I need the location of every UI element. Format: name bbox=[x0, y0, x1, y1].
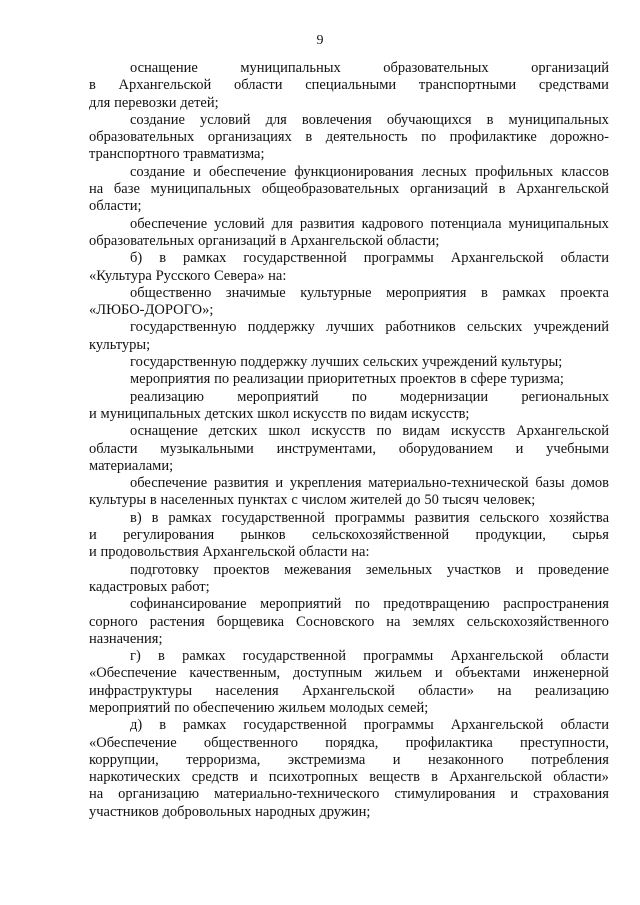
word: сорного bbox=[89, 613, 138, 630]
word: базе bbox=[113, 181, 140, 198]
text-line bbox=[89, 458, 609, 475]
text-line bbox=[89, 683, 609, 700]
word: программы bbox=[334, 509, 405, 526]
word: реализацию bbox=[535, 682, 609, 699]
text-line bbox=[89, 492, 609, 509]
word: оснащение bbox=[130, 423, 198, 440]
text-line bbox=[89, 302, 609, 319]
word: в bbox=[305, 129, 313, 146]
word: доступным bbox=[292, 665, 363, 682]
document-body bbox=[89, 60, 609, 821]
text-line bbox=[89, 804, 609, 821]
word: специальными bbox=[305, 77, 397, 94]
word: с bbox=[291, 492, 298, 509]
word: на bbox=[386, 613, 401, 630]
word: молодых bbox=[329, 699, 385, 716]
text-line bbox=[89, 77, 609, 94]
word: создание bbox=[130, 163, 185, 180]
word: в bbox=[89, 77, 96, 94]
word: в bbox=[480, 284, 488, 301]
word: государственной bbox=[243, 250, 347, 267]
text-line bbox=[89, 129, 609, 146]
word: населения bbox=[215, 682, 279, 699]
word: и bbox=[515, 561, 524, 578]
word: транспортными bbox=[418, 77, 517, 94]
word: общественного bbox=[203, 734, 299, 751]
word: профильных bbox=[475, 163, 554, 180]
word: мероприятия bbox=[130, 371, 211, 388]
word: в bbox=[159, 250, 167, 267]
word: и bbox=[392, 751, 401, 768]
word: психотропных bbox=[268, 769, 359, 786]
text-line bbox=[89, 319, 609, 336]
word: области» bbox=[553, 769, 609, 786]
word: сельского bbox=[479, 509, 540, 526]
word: средств bbox=[191, 769, 239, 786]
word: образовательных bbox=[383, 60, 489, 76]
word: области bbox=[299, 544, 348, 561]
word: Архангельской bbox=[290, 232, 384, 249]
word: создание bbox=[130, 111, 185, 128]
word: пунктах bbox=[237, 492, 288, 509]
text-line bbox=[89, 181, 609, 198]
word: по bbox=[376, 423, 392, 440]
word: Архангельской bbox=[118, 77, 212, 94]
word: потребления bbox=[531, 751, 609, 768]
text-line bbox=[89, 95, 609, 112]
word: программы bbox=[363, 648, 434, 665]
word: проектов bbox=[213, 561, 270, 578]
word: поддержку bbox=[247, 319, 315, 336]
word: объектами bbox=[455, 665, 521, 682]
word: рынков bbox=[240, 527, 286, 544]
word: Архангельской bbox=[516, 423, 609, 440]
word: Сосновского bbox=[295, 613, 375, 630]
word: области bbox=[560, 648, 609, 665]
word: в bbox=[158, 648, 165, 665]
word: рамках bbox=[182, 648, 226, 665]
word: искусств bbox=[450, 423, 506, 440]
word: организаций bbox=[531, 60, 609, 76]
word: хозяйства bbox=[549, 509, 609, 526]
word: искусств; bbox=[411, 405, 470, 422]
word: Архангельской bbox=[450, 717, 544, 734]
word: приоритетных bbox=[307, 371, 397, 388]
word: области bbox=[560, 717, 609, 734]
word: для bbox=[265, 111, 287, 128]
word: муниципальных bbox=[240, 60, 341, 76]
word: семей; bbox=[387, 699, 429, 716]
word: и bbox=[89, 527, 97, 544]
word: «Культура bbox=[89, 267, 152, 284]
word: межевания bbox=[284, 561, 352, 578]
text-line bbox=[89, 337, 609, 354]
word: Архангельской bbox=[302, 682, 395, 699]
word: музыкальными bbox=[160, 440, 254, 457]
word: и bbox=[434, 665, 443, 682]
word: программы bbox=[363, 717, 434, 734]
word: до bbox=[405, 492, 421, 509]
word: развития bbox=[299, 215, 355, 232]
word: сельскохозяйственного bbox=[466, 613, 609, 630]
word: д) bbox=[130, 717, 143, 734]
word: на bbox=[497, 682, 512, 699]
word: поддержку bbox=[240, 354, 308, 371]
word: государственную bbox=[130, 354, 237, 371]
word: страхования bbox=[533, 786, 609, 803]
word: оснащение bbox=[130, 60, 198, 76]
word: лучших bbox=[311, 354, 360, 371]
word: в bbox=[431, 769, 439, 786]
word: развития bbox=[414, 509, 470, 526]
word: материально-технической bbox=[368, 475, 529, 492]
word: борщевика bbox=[216, 613, 285, 630]
word: общеобразовательных bbox=[261, 181, 400, 198]
word: области» bbox=[418, 682, 474, 699]
word: растения bbox=[149, 613, 205, 630]
word: организаций bbox=[198, 232, 276, 249]
word: обеспечение bbox=[130, 215, 208, 232]
word: Архангельской bbox=[516, 181, 609, 198]
text-line bbox=[89, 389, 609, 406]
word: человек; bbox=[482, 492, 536, 509]
word: учреждений bbox=[421, 354, 498, 371]
word: кадрового bbox=[361, 215, 424, 232]
word: и bbox=[515, 440, 524, 457]
word: материалами; bbox=[89, 457, 174, 474]
word: травматизма; bbox=[183, 146, 265, 163]
word: народных bbox=[255, 803, 316, 820]
word: рамках bbox=[183, 250, 227, 267]
word: назначения; bbox=[89, 630, 163, 647]
word: профилактика bbox=[405, 734, 493, 751]
word: государственной bbox=[221, 509, 325, 526]
word: в bbox=[279, 232, 287, 249]
word: муниципальных bbox=[100, 405, 201, 422]
word: условий bbox=[214, 215, 265, 232]
word: дорожно- bbox=[550, 129, 609, 146]
word: б) bbox=[130, 250, 143, 267]
word: и bbox=[275, 475, 284, 492]
word: средствами bbox=[538, 77, 609, 94]
word: и bbox=[89, 405, 97, 422]
text-line bbox=[89, 769, 609, 786]
text-line bbox=[89, 233, 609, 250]
word: потенциала bbox=[430, 215, 502, 232]
word: дружин; bbox=[319, 803, 371, 820]
word: профилактике bbox=[449, 129, 537, 146]
word: детских bbox=[204, 405, 254, 422]
word: искусств bbox=[292, 405, 348, 422]
word: искусств bbox=[311, 423, 366, 440]
word: домов bbox=[571, 475, 609, 492]
word: участков bbox=[446, 561, 501, 578]
text-line bbox=[89, 614, 609, 631]
word: мероприятия bbox=[386, 284, 467, 301]
word: коррупции, bbox=[89, 751, 159, 768]
word: наркотических bbox=[89, 769, 181, 786]
word: области bbox=[560, 250, 609, 267]
word: подготовку bbox=[130, 561, 199, 578]
word: культуры bbox=[89, 492, 147, 509]
text-line bbox=[89, 250, 609, 267]
word: детей; bbox=[180, 94, 219, 111]
word: жильем bbox=[278, 699, 326, 716]
text-line bbox=[89, 510, 609, 527]
text-line bbox=[89, 475, 609, 492]
word: инженерной bbox=[532, 665, 609, 682]
word: перевозки bbox=[114, 94, 177, 111]
word: порядка, bbox=[325, 734, 379, 751]
word: деятельность bbox=[325, 129, 408, 146]
word: культурные bbox=[300, 284, 372, 301]
text-line bbox=[89, 164, 609, 181]
word: укрепления bbox=[289, 475, 362, 492]
text-line bbox=[89, 60, 609, 77]
word: жителей bbox=[350, 492, 403, 509]
word: «Обеспечение bbox=[89, 665, 177, 682]
word: в bbox=[486, 111, 494, 128]
text-line bbox=[89, 579, 609, 596]
word: предотвращению bbox=[383, 596, 490, 613]
word: Архангельской bbox=[449, 769, 542, 786]
word: оборудованием bbox=[398, 440, 493, 457]
text-line bbox=[89, 527, 609, 544]
text-line bbox=[89, 216, 609, 233]
word: общественно bbox=[130, 284, 212, 301]
word: базы bbox=[535, 475, 565, 492]
word: модернизации bbox=[400, 388, 489, 405]
word: рамках bbox=[168, 509, 212, 526]
word: и bbox=[249, 769, 258, 786]
word: области bbox=[89, 440, 138, 457]
text-line bbox=[89, 112, 609, 129]
word: детских bbox=[208, 423, 258, 440]
word: реализацию bbox=[130, 388, 204, 405]
word: инструментами, bbox=[276, 440, 377, 457]
word: незаконного bbox=[427, 751, 504, 768]
word: на bbox=[89, 786, 104, 803]
word: инфраструктуры bbox=[89, 682, 193, 699]
text-line bbox=[89, 700, 609, 717]
word: муниципальных bbox=[508, 215, 609, 232]
word: реализации bbox=[232, 371, 304, 388]
word: для bbox=[89, 94, 111, 111]
word: школ bbox=[257, 405, 290, 422]
word: классов bbox=[561, 163, 609, 180]
word: учебными bbox=[546, 440, 609, 457]
word: жильем bbox=[374, 665, 423, 682]
word: программы bbox=[363, 250, 434, 267]
word: области; bbox=[89, 198, 142, 215]
text-line bbox=[89, 198, 609, 215]
word: для bbox=[271, 215, 293, 232]
word: Русского bbox=[155, 267, 211, 284]
page-number: 9 bbox=[316, 33, 324, 48]
text-line bbox=[89, 146, 609, 163]
text-line bbox=[89, 441, 609, 458]
word: транспортного bbox=[89, 146, 180, 163]
word: значимые bbox=[225, 284, 286, 301]
word: обеспечение bbox=[209, 163, 287, 180]
word: организациях bbox=[207, 129, 292, 146]
text-line bbox=[89, 371, 609, 388]
word: земельных bbox=[365, 561, 433, 578]
word: в bbox=[459, 371, 467, 388]
word: муниципальных bbox=[150, 181, 252, 198]
word: сырья bbox=[572, 527, 609, 544]
word: проекта bbox=[560, 284, 609, 301]
word: государственной bbox=[243, 717, 347, 734]
word: рамках bbox=[502, 284, 546, 301]
text-line bbox=[89, 406, 609, 423]
word: муниципальных bbox=[508, 111, 609, 128]
word: вовлечения bbox=[301, 111, 372, 128]
word: и bbox=[193, 163, 201, 180]
word: в bbox=[159, 717, 167, 734]
word: видам bbox=[369, 405, 408, 422]
word: обучающихся bbox=[386, 111, 472, 128]
word: рамках bbox=[183, 717, 227, 734]
text-line bbox=[89, 354, 609, 371]
word: 50 bbox=[424, 492, 439, 509]
word: организацию bbox=[118, 786, 200, 803]
word: в bbox=[498, 181, 506, 198]
word: сельских bbox=[362, 354, 419, 371]
word: государственную bbox=[130, 319, 237, 336]
word: мероприятий bbox=[259, 596, 342, 613]
text-line bbox=[89, 752, 609, 769]
word: развития bbox=[213, 475, 269, 492]
word: региональных bbox=[521, 388, 609, 405]
word: «ЛЮБО-ДОРОГО»; bbox=[89, 302, 214, 319]
word: туризма; bbox=[510, 371, 564, 388]
word: сфере bbox=[470, 371, 507, 388]
word: на bbox=[89, 181, 104, 198]
word: сельскохозяйственной bbox=[312, 527, 450, 544]
word: сельских bbox=[466, 319, 523, 336]
word: качественным, bbox=[189, 665, 281, 682]
text-line bbox=[89, 596, 609, 613]
word: Архангельской bbox=[450, 250, 544, 267]
word: добровольных bbox=[162, 803, 252, 820]
text-line bbox=[89, 717, 609, 734]
word: работников bbox=[385, 319, 456, 336]
word: образовательных bbox=[89, 129, 195, 146]
word: землях bbox=[412, 613, 455, 630]
word: продовольствия bbox=[100, 544, 199, 561]
text-line bbox=[89, 648, 609, 665]
word: области bbox=[234, 77, 283, 94]
word: кадастровых bbox=[89, 578, 168, 595]
word: мероприятий bbox=[89, 699, 171, 716]
word: обеспечению bbox=[192, 699, 275, 716]
word: Севера» bbox=[213, 267, 265, 284]
word: в bbox=[149, 492, 157, 509]
word: стимулирования bbox=[394, 786, 496, 803]
word: Архангельской bbox=[202, 544, 296, 561]
word: мероприятий bbox=[237, 388, 319, 405]
word: по bbox=[351, 388, 367, 405]
word: по bbox=[421, 129, 437, 146]
word: регулирования bbox=[123, 527, 215, 544]
word: школ bbox=[268, 423, 301, 440]
word: на: bbox=[268, 267, 287, 284]
word: проведение bbox=[537, 561, 609, 578]
word: по bbox=[214, 371, 230, 388]
word: и bbox=[89, 544, 97, 561]
word: по bbox=[354, 596, 370, 613]
word: населенных bbox=[160, 492, 234, 509]
word: терроризма, bbox=[186, 751, 261, 768]
word: преступности, bbox=[520, 734, 609, 751]
word: государственной bbox=[242, 648, 347, 665]
word: организаций bbox=[409, 181, 488, 198]
word: экстремизма bbox=[287, 751, 366, 768]
word: лучших bbox=[326, 319, 375, 336]
word: видам bbox=[402, 423, 440, 440]
word: тысяч bbox=[442, 492, 480, 509]
word: Архангельской bbox=[450, 648, 544, 665]
word: на: bbox=[351, 544, 370, 561]
word: в bbox=[151, 509, 159, 526]
word: продукции, bbox=[475, 527, 546, 544]
text-line bbox=[89, 735, 609, 752]
word: культуры; bbox=[501, 354, 563, 371]
text-line bbox=[89, 562, 609, 579]
word: функционирования bbox=[294, 163, 414, 180]
word: проектов bbox=[400, 371, 457, 388]
word: участников bbox=[89, 803, 159, 820]
word: работ; bbox=[171, 578, 210, 595]
word: обеспечение bbox=[130, 475, 208, 492]
word: распространения bbox=[503, 596, 609, 613]
word: веществ bbox=[369, 769, 420, 786]
word: культуры; bbox=[89, 336, 151, 353]
word: материально-технического bbox=[213, 786, 380, 803]
word: в) bbox=[130, 509, 142, 526]
word: г) bbox=[130, 648, 141, 665]
text-line bbox=[89, 665, 609, 682]
text-line bbox=[89, 423, 609, 440]
word: «Обеспечение bbox=[89, 734, 177, 751]
text-line bbox=[89, 544, 609, 561]
word: условий bbox=[199, 111, 251, 128]
text-line bbox=[89, 268, 609, 285]
word: по bbox=[350, 405, 366, 422]
word: числом bbox=[301, 492, 347, 509]
text-line bbox=[89, 631, 609, 648]
word: образовательных bbox=[89, 232, 195, 249]
word: по bbox=[174, 699, 190, 716]
word: и bbox=[510, 786, 519, 803]
text-line bbox=[89, 786, 609, 803]
word: области; bbox=[386, 232, 440, 249]
word: лесных bbox=[421, 163, 467, 180]
word: софинансирование bbox=[130, 596, 247, 613]
text-line bbox=[89, 285, 609, 302]
word: учреждений bbox=[533, 319, 609, 336]
